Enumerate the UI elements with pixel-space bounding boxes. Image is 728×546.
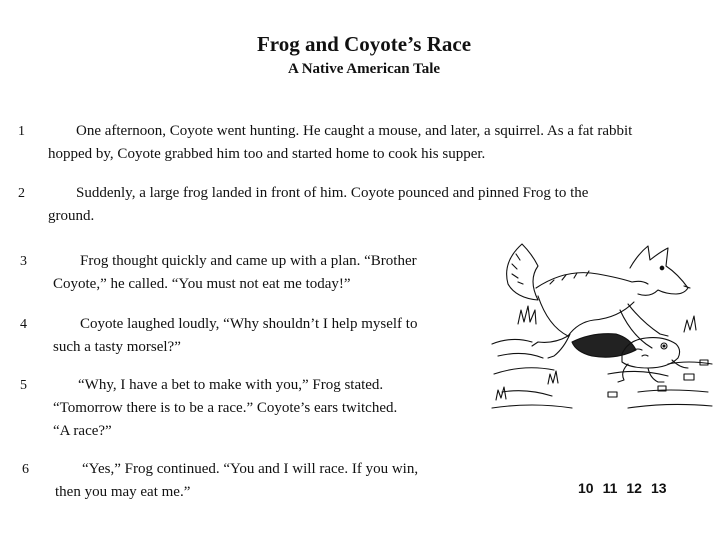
paragraph-line: such a tasty morsel?” bbox=[53, 339, 181, 355]
paragraph-number: 2 bbox=[18, 186, 25, 201]
paragraph-number: 3 bbox=[20, 254, 27, 269]
paragraph-line: Suddenly, a large frog landed in front of him. Coyote pounced and pinned Frog to the bbox=[76, 185, 589, 201]
page-number: 12 bbox=[626, 480, 642, 496]
paragraph-line: ground. bbox=[48, 208, 95, 224]
paragraph-line: “Why, I have a bet to make with you,” Frog stated. bbox=[78, 377, 384, 393]
paragraph-number: 4 bbox=[20, 317, 27, 332]
paragraph-line: One afternoon, Coyote went hunting. He caught a mouse, and later, a squirrel. As a fat rabbit bbox=[76, 123, 633, 139]
paragraph-line: Coyote,” he called. “You must not eat me today!” bbox=[53, 276, 351, 292]
paragraph-line: “A race?” bbox=[53, 423, 112, 439]
coyote-frog-illustration bbox=[488, 224, 716, 418]
page-subtitle: A Native American Tale bbox=[287, 61, 441, 77]
page-number: 10 bbox=[578, 480, 594, 496]
paragraph-number: 5 bbox=[20, 378, 27, 393]
paragraph-line: “Yes,” Frog continued. “You and I will race. If you win, bbox=[82, 461, 419, 477]
paragraph-line: hopped by, Coyote grabbed him too and started home to cook his supper. bbox=[48, 146, 486, 162]
paragraph-number: 1 bbox=[18, 124, 25, 139]
page-title: Frog and Coyote’s Race bbox=[256, 32, 472, 56]
page-number: 13 bbox=[650, 480, 667, 496]
page-number: 11 bbox=[602, 480, 618, 496]
paragraph-line: Frog thought quickly and came up with a plan. “Brother bbox=[80, 253, 417, 269]
page-number-list bbox=[578, 480, 676, 496]
paragraph-line: “Tomorrow there is to be a race.” Coyote’s ears twitched. bbox=[53, 400, 398, 416]
paragraph-number: 6 bbox=[22, 462, 29, 477]
paragraph-line: then you may eat me.” bbox=[55, 484, 191, 500]
paragraph-line: Coyote laughed loudly, “Why shouldn’t I help myself to bbox=[80, 316, 418, 332]
